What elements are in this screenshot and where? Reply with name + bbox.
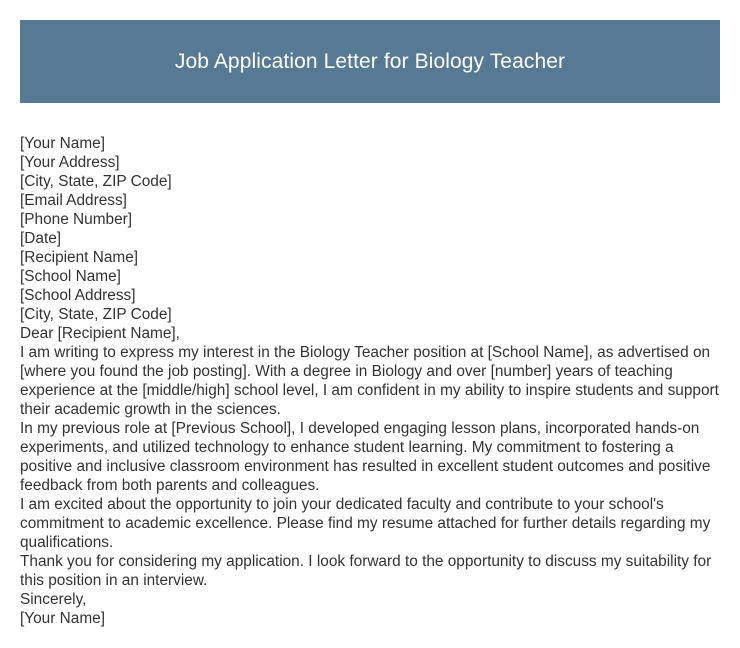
- paragraph-intro: I am writing to express my interest in the Biology Teacher position at [School Name], as advertised on [where you found the job posting]. With a degree in Biology and over [number] years of teaching experience at the [middle/high] school level, I am confident in my ability to inspire students and support their academic growth in the sciences.: [20, 344, 719, 418]
- paragraph-interest: I am excited about the opportunity to join your dedicated faculty and contribute to your school's commitment to academic excellence. Please find my resume attached for further details regarding my qualifications.: [20, 496, 711, 551]
- page-title: Job Application Letter for Biology Teacher: [174, 49, 566, 73]
- recipient-school-address: [School Address]: [20, 287, 136, 304]
- salutation: Dear [Recipient Name],: [20, 325, 180, 342]
- signature: [Your Name]: [20, 610, 105, 627]
- closing: Sincerely,: [20, 591, 87, 608]
- recipient-name: [Recipient Name]: [20, 249, 139, 266]
- letter-body: [20, 134, 725, 628]
- recipient-school-name: [School Name]: [20, 268, 121, 285]
- recipient-city-state-zip: [City, State, ZIP Code]: [20, 306, 172, 323]
- paragraph-thanks: Thank you for considering my application. I look forward to the opportunity to discuss my suitability for this position in an interview.: [20, 553, 712, 589]
- paragraph-experience: In my previous role at [Previous School], I developed engaging lesson plans, incorporated hands-on experiments, and utilized technology to enhance student learning. My commitment to fostering a positive and inclusive classroom environment has resulted in excellent student outcomes and positive feedback from both parents and colleagues.: [20, 420, 711, 494]
- sender-name: [Your Name]: [20, 135, 105, 152]
- sender-city-state-zip: [City, State, ZIP Code]: [20, 173, 172, 190]
- page-header: [20, 20, 720, 103]
- letter-date: [Date]: [20, 230, 62, 247]
- sender-email: [Email Address]: [20, 192, 127, 209]
- sender-phone: [Phone Number]: [20, 211, 133, 228]
- sender-address: [Your Address]: [20, 154, 120, 171]
